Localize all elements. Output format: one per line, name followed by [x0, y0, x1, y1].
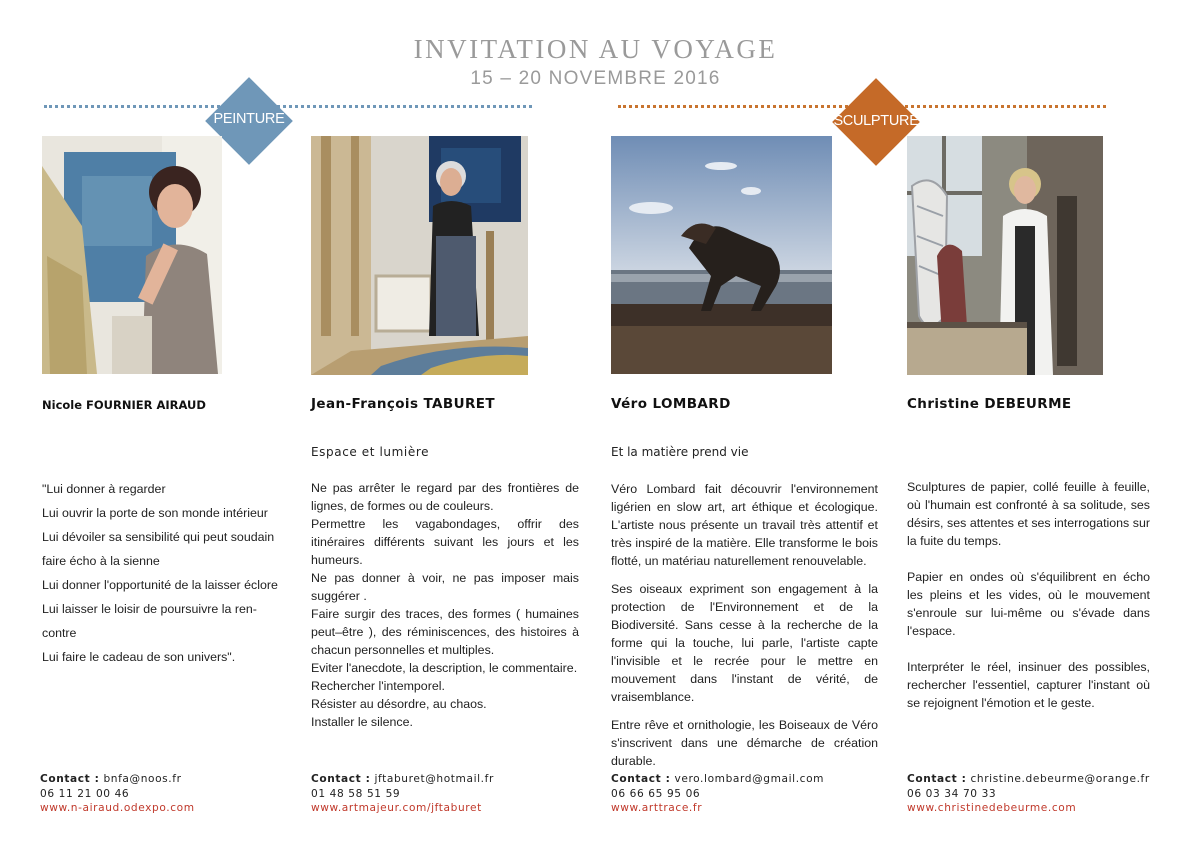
contact-phone: 01 48 58 51 59	[311, 787, 401, 800]
quote-line: "Lui donner à regarder	[42, 482, 166, 496]
statement-paragraph: Sculptures de papier, collé feuille à feuille, où l'humain est confronté à sa solitude, ses désirs, ses attentes et ses interrogations sur la fuite du temps.	[907, 480, 1150, 548]
quote-line: Lui donner l'opportunité de la laisser éclore	[42, 578, 278, 592]
statement-paragraph: Entre rêve et ornithologie, les Boiseaux de Véro s'inscrivent dans une démarche de création durable.	[611, 718, 878, 768]
quote-line: Lui ouvrir la porte de son monde intérieur	[42, 506, 268, 520]
contact-email[interactable]: jftaburet@hotmail.fr	[374, 773, 494, 785]
contact-label: Contact :	[311, 773, 371, 785]
contact-website[interactable]: www.artmajeur.com/jftaburet	[311, 802, 482, 814]
artist-quote-nicole	[42, 477, 292, 669]
statement-paragraph: Ne pas donner à voir, ne pas imposer mais suggérer .	[311, 571, 579, 603]
contact-phone: 06 66 65 95 06	[611, 787, 701, 800]
statement-paragraph: Eviter l'anecdote, la description, le commentaire.	[311, 661, 578, 675]
artist-statement-jean-francois	[311, 479, 579, 731]
contact-label: Contact :	[611, 773, 671, 785]
statement-paragraph: Ses oiseaux expriment son engagement à la protection de l'Environnement et de la Biodiversité. Sans cesse à la recherche de la forme qui la touche, lui parle, l'artiste capte l'invisible et le recrée pour le mettre en mouvement dans l'instant de vérité, de vraisemblance.	[611, 582, 878, 704]
artwork-subtitle-jean-francois: Espace et lumière	[311, 445, 430, 459]
artist-photo-vero	[611, 136, 832, 374]
quote-line: faire écho à la sienne	[42, 554, 160, 568]
contact-block-jean-francois	[311, 772, 494, 816]
page-title: INVITATION AU VOYAGE	[413, 34, 778, 64]
statement-paragraph: Rechercher l'intemporel.	[311, 679, 445, 693]
artist-statement-vero	[611, 480, 878, 770]
contact-website[interactable]: www.christinedebeurme.com	[907, 802, 1077, 814]
artist-name-vero: Véro LOMBARD	[611, 396, 731, 412]
event-dates: 15 – 20 NOVEMBRE 2016	[470, 68, 721, 89]
statement-paragraph: Permettre les vagabondages, offrir des itinéraires différents suivant les jours et les humeurs.	[311, 517, 579, 567]
quote-line: Lui dévoiler sa sensibilité qui peut soudain	[42, 530, 275, 544]
contact-email[interactable]: christine.debeurme@orange.fr	[970, 773, 1150, 785]
contact-email[interactable]: vero.lombard@gmail.com	[674, 773, 825, 785]
contact-block-christine	[907, 772, 1150, 816]
painting-category-label: PEINTURE	[213, 111, 285, 127]
artist-photo-christine	[907, 136, 1103, 375]
contact-website[interactable]: www.n-airaud.odexpo.com	[40, 802, 195, 814]
statement-paragraph: Faire surgir des traces, des formes ( humaines peut–être ), des réminiscences, des histoires à chacun personnelles et multiples.	[311, 607, 579, 657]
sculpture-category-label: SCULPTURE	[833, 113, 919, 129]
contact-website[interactable]: www.arttrace.fr	[611, 802, 703, 814]
artist-photo-jean-francois	[311, 136, 528, 375]
contact-block-vero	[611, 772, 824, 816]
contact-label: Contact :	[907, 773, 967, 785]
statement-paragraph: Interpréter le réel, insinuer des possibles, rechercher l'essentiel, capturer l'instant où se rejoignent l'émotion et le geste.	[907, 660, 1150, 710]
contact-block-nicole	[40, 772, 195, 816]
quote-line: Lui faire le cadeau de son univers".	[42, 650, 236, 664]
quote-line: contre	[42, 626, 77, 640]
contact-label: Contact :	[40, 773, 100, 785]
artwork-subtitle-vero: Et la matière prend vie	[611, 445, 749, 459]
statement-paragraph: Papier en ondes où s'équilibrent en écho les pleins et les vides, où le mouvement s'enroule sur lui-même ou s'évade dans l'espace.	[907, 570, 1150, 638]
statement-paragraph: Ne pas arrêter le regard par des frontières de lignes, de formes ou de couleurs.	[311, 481, 579, 513]
artist-statement-christine	[907, 478, 1150, 712]
artist-name-jean-francois: Jean-François TABURET	[311, 396, 495, 412]
statement-paragraph: Résister au désordre, au chaos.	[311, 697, 487, 711]
quote-line: Lui laisser le loisir de poursuivre la ren-	[42, 602, 257, 616]
artist-name-christine: Christine DEBEURME	[907, 396, 1072, 412]
contact-email[interactable]: bnfa@noos.fr	[103, 773, 182, 785]
contact-phone: 06 03 34 70 33	[907, 787, 997, 800]
contact-phone: 06 11 21 00 46	[40, 787, 130, 800]
artist-name-nicole: Nicole FOURNIER AIRAUD	[42, 398, 206, 412]
artist-photo-nicole	[42, 136, 222, 374]
statement-paragraph: Installer le silence.	[311, 715, 413, 729]
painting-divider	[44, 105, 532, 108]
statement-paragraph: Véro Lombard fait découvrir l'environnement ligérien en slow art, art éthique et écologique. L'artiste nous présente un travail très attentif et très inspiré de la matière. Elle transforme le bois flotté, un matériau naturellement renouvelable.	[611, 482, 878, 568]
